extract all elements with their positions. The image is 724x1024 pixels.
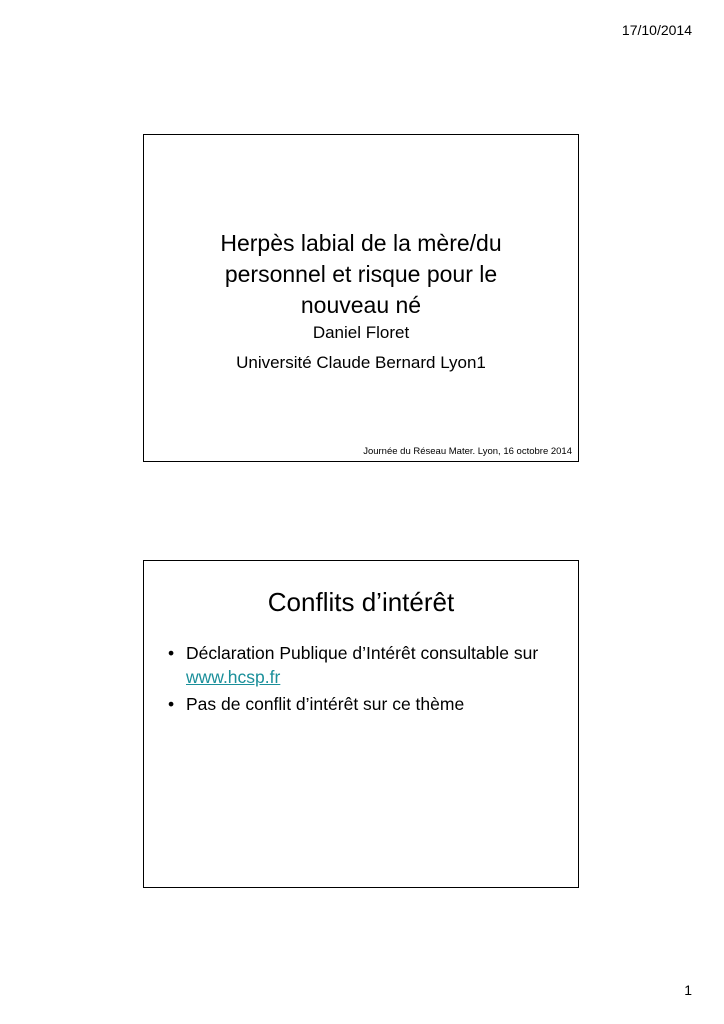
bullet-item: [168, 641, 566, 689]
slide-title: [143, 134, 579, 462]
slide-footer: Journée du Réseau Mater. Lyon, 16 octobre 2014: [363, 446, 572, 457]
author-affiliation: Université Claude Bernard Lyon1: [236, 353, 486, 372]
bullet-icon: •: [168, 694, 175, 714]
bullet-text: Pas de conflit d’intérêt sur ce thème: [186, 694, 465, 714]
bullet-item: [168, 692, 566, 716]
slide-conflicts: [143, 560, 579, 888]
hcsp-link[interactable]: www.hcsp.fr: [186, 667, 281, 687]
bullet-icon: •: [168, 643, 175, 663]
bullet-text: Déclaration Publique d’Intérêt consultable sur: [186, 643, 539, 663]
slide-title: Conflits d’intérêt: [267, 587, 455, 617]
page-number: 1: [684, 982, 692, 998]
page-date: 17/10/2014: [621, 22, 692, 38]
author-name: Daniel Floret: [312, 323, 410, 342]
presentation-title: Herpès labial de la mère/du personnel et risque pour le nouveau né: [220, 230, 502, 318]
bullet-list: [168, 641, 566, 719]
